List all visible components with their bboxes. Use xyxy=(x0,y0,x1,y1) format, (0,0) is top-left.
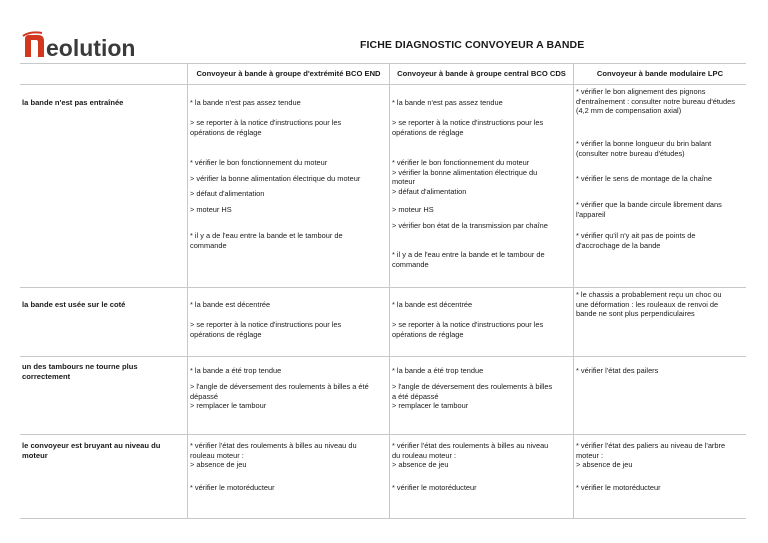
cell-r1-c2-item3: * vérifier le bon fonctionnement du moteur > vérifier la bonne alimentation électrique du moteur > défaut d'alimentation xyxy=(392,158,538,196)
cell-r1-c3-item1: * vérifier le bon alignement des pignons d'entraînement : consulter notre bureau d'études (4,2 mm de compensation axial) xyxy=(576,87,735,116)
cell-r1-c1-item1: * la bande n'est pas assez tendue xyxy=(190,98,301,107)
cell-r1-c2-item1: * la bande n'est pas assez tendue xyxy=(392,98,503,107)
cell-r1-c3-item3: * vérifier le sens de montage de la chaîne xyxy=(576,174,712,183)
cell-r1-c1-item6: > moteur HS xyxy=(190,205,232,214)
problem-belt-not-driven: la bande n'est pas entraînée xyxy=(22,98,124,107)
row-separator-3 xyxy=(20,434,746,435)
cell-r4-c3-item1: * vérifier l'état des paliers au niveau de l'arbre moteur : > absence de jeu xyxy=(576,441,726,470)
problem-belt-worn-side: la bande est usée sur le coté xyxy=(22,300,126,309)
problem-drum-not-turning: un des tambours ne tourne plus correctement xyxy=(22,362,138,381)
column-header-bco-end: Convoyeur à bande à groupe d'extrémité BCO END xyxy=(196,69,381,78)
cell-r4-c3-item2: * vérifier le motoréducteur xyxy=(576,483,661,492)
cell-r4-c2-item1: * vérifier l'état des roulements à billes au niveau du rouleau moteur : > absence de jeu xyxy=(392,441,549,470)
cell-r1-c2-item4: > moteur HS xyxy=(392,205,434,214)
logo-text: eolution xyxy=(46,35,136,60)
cell-r3-c1-item1: * la bande a été trop tendue xyxy=(190,366,282,375)
cell-r1-c3-item4: * vérifier que la bande circule librement dans l'appareil xyxy=(576,200,722,219)
brand-logo xyxy=(22,30,172,60)
cell-r4-c2-item2: * vérifier le motoréducteur xyxy=(392,483,477,492)
row-separator-2 xyxy=(20,356,746,357)
table-top-border xyxy=(20,63,746,64)
problem-conveyor-noisy: le convoyeur est bruyant au niveau du moteur xyxy=(22,441,161,460)
cell-r2-c3-item1: * le chassis a probablement reçu un choc ou une déformation : les rouleaux de renvoi de bande ne sont plus perpendiculaires xyxy=(576,290,722,319)
column-divider-1 xyxy=(187,63,188,518)
cell-r1-c2-item5: > vérifier bon état de la transmission par chaîne xyxy=(392,221,548,230)
cell-r1-c1-item5: > défaut d'alimentation xyxy=(190,189,265,198)
cell-r1-c3-item5: * vérifier qu'il n'y ait pas de points de d'accrochage de la bande xyxy=(576,231,696,250)
document-title: FICHE DIAGNOSTIC CONVOYEUR A BANDE xyxy=(360,39,585,51)
row-separator-1 xyxy=(20,287,746,288)
cell-r2-c2-item2: > se reporter à la notice d'instructions pour les opérations de réglage xyxy=(392,320,544,339)
cell-r3-c2-item2: > l'angle de déversement des roulements à billes a été dépassé > remplacer le tambour xyxy=(392,382,553,411)
cell-r1-c1-item7: * il y a de l'eau entre la bande et le tambour de commande xyxy=(190,231,343,250)
header-separator xyxy=(20,84,746,85)
table-bottom-border xyxy=(20,518,746,519)
cell-r1-c2-item2: > se reporter à la notice d'instructions pour les opérations de réglage xyxy=(392,118,544,137)
column-header-lpc: Convoyeur à bande modulaire LPC xyxy=(596,69,724,78)
cell-r4-c1-item1: * vérifier l'état des roulements à billes au niveau du rouleau moteur : > absence de jeu xyxy=(190,441,357,470)
cell-r2-c1-item2: > se reporter à la notice d'instructions pour les opérations de réglage xyxy=(190,320,342,339)
cell-r1-c3-item2: * vérifier la bonne longueur du brin balant (consulter notre bureau d'études) xyxy=(576,139,712,158)
cell-r3-c3-item1: * vérifier l'état des pailers xyxy=(576,366,659,375)
cell-r3-c2-item1: * la bande a été trop tendue xyxy=(392,366,484,375)
cell-r2-c2-item1: * la bande est décentrée xyxy=(392,300,473,309)
cell-r1-c1-item2: > se reporter à la notice d'instructions pour les opérations de réglage xyxy=(190,118,342,137)
cell-r4-c1-item2: * vérifier le motoréducteur xyxy=(190,483,275,492)
column-header-bco-cds: Convoyeur à bande à groupe central BCO CDS xyxy=(397,69,566,78)
column-divider-3 xyxy=(573,63,574,518)
cell-r3-c1-item2: > l'angle de déversement des roulements à billes a été dépassé > remplacer le tambour xyxy=(190,382,369,411)
cell-r2-c1-item1: * la bande est décentrée xyxy=(190,300,271,309)
cell-r1-c2-item6: * il y a de l'eau entre la bande et le tambour de commande xyxy=(392,250,545,269)
cell-r1-c1-item3: * vérifier le bon fonctionnement du moteur xyxy=(190,158,328,167)
cell-r1-c1-item4: > vérifier la bonne alimentation électrique du moteur xyxy=(190,174,361,183)
